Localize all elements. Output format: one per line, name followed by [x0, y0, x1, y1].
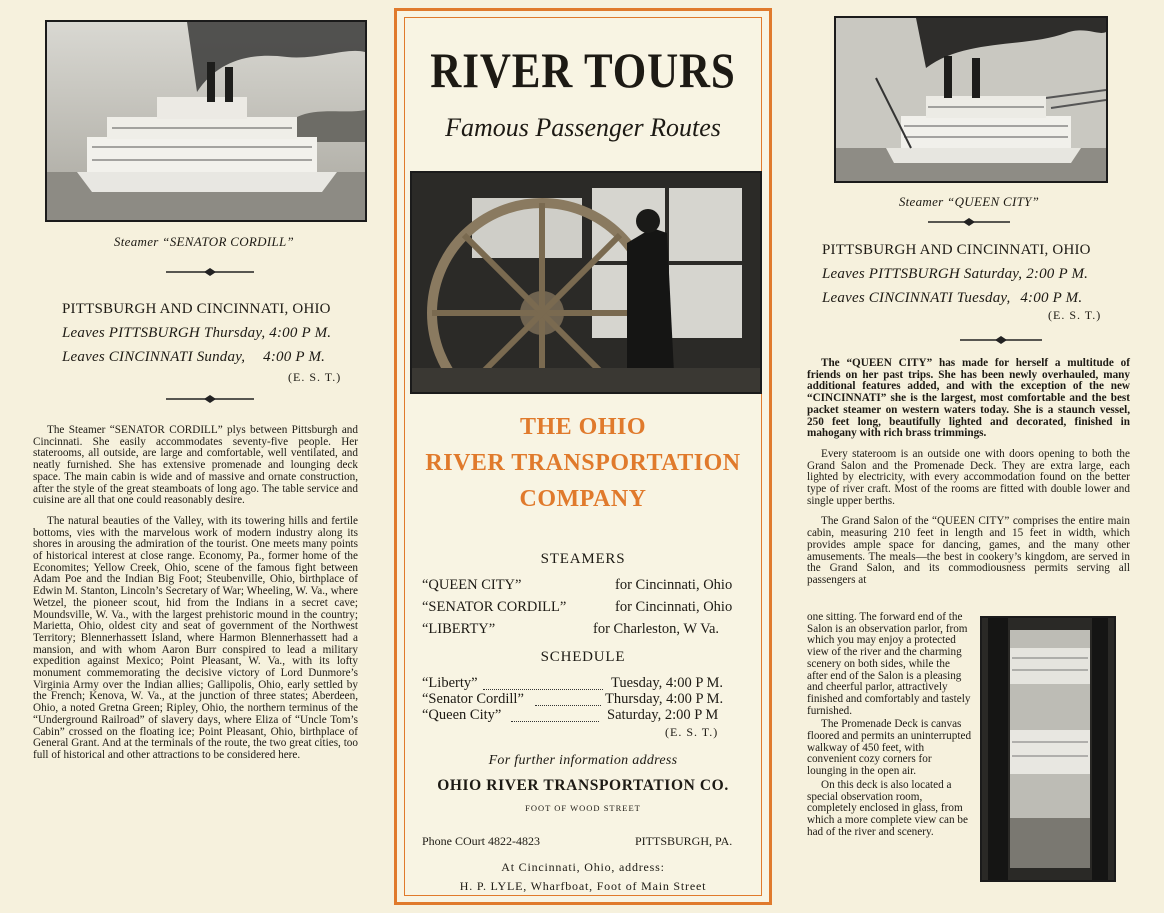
schedule-est: (E. S. T.): [665, 725, 719, 739]
right-para-4: The Promenade Deck is canvas floored and permits an uninterrupted walkway of 450 feet, with convenient cozy corners for lounging in the open air.: [807, 718, 972, 778]
right-para-1: The “QUEEN CITY” has made for herself a multitude of friends on her past trips. She has been newly overhauled, many additional features added, and with the exception of the new “CINCINNATI” she is the largest, most comfortable and the best packet steamer on western waters today. She is a staunch vessel, 250 feet long, beautifully lighted and decorated, finished in mahogany with rich brass trimmings.: [807, 357, 1130, 440]
phone-line: Phone COurt 4822-4823: [422, 834, 540, 848]
senator-cordill-photo: [45, 20, 367, 222]
schedule-3-time: Saturday, 2:00 P M: [607, 707, 719, 723]
left-ornament-2: [166, 395, 254, 403]
left-leave1-time: 4:00 P M.: [269, 325, 332, 341]
right-caption: Steamer “QUEEN CITY”: [898, 194, 1040, 209]
right-para-3: The Grand Salon of the “QUEEN CITY” comprises the entire main cabin, measuring 210 feet in length and 15 feet in width, which provides ample space for dancing, games, and the many other amusements. The meals—the best in cookery’s kingdom, are served in the Grand Salon, and its commodiousness permits serving all passengers at: [807, 515, 1130, 586]
left-para-1: The Steamer “SENATOR CORDILL” plys between Pittsburgh and Cincinnati. She easily accommodates seventy-five people. Her staterooms, all outside, are large and comfortable, well ventilated, and neatly furnished. She has extensive promenade and lounging deck space. The main cabin is wide and of massive and ornate construction, after the style of the great steamboats of long ago. The table service and cuisine are all that one could reasonably desire.: [33, 424, 358, 507]
right-route-title: PITTSBURGH AND CINCINNATI, OHIO: [822, 242, 1091, 258]
main-title: RIVER TOURS: [430, 42, 736, 98]
company-heading: [397, 409, 769, 517]
left-ornament-1: [166, 268, 254, 276]
right-ornament-1: [928, 218, 1010, 226]
info-line: For further information address: [488, 753, 678, 768]
steamer-2-dest: for Cincinnati, Ohio: [615, 599, 733, 615]
schedule-1-name: “Liberty”: [422, 675, 478, 691]
right-route-block: [822, 238, 1142, 310]
steamers-heading: STEAMERS: [540, 551, 626, 567]
schedule-2-time: Thursday, 4:00 P M.: [605, 691, 724, 707]
right-est: (E. S. T.): [1048, 308, 1102, 322]
left-leave2-label: Leaves CINCINNATI Sunday,: [62, 349, 246, 365]
right-body-bottom: [807, 612, 973, 847]
company-line-1: THE OHIO: [519, 414, 647, 440]
right-leave1-label: Leaves PITTSBURGH Saturday,: [822, 266, 1023, 282]
right-ornament-2: [960, 336, 1042, 344]
right-leave2-label: Leaves CINCINNATI Tuesday,: [822, 290, 1011, 306]
steamer-1-dest: for Cincinnati, Ohio: [615, 577, 733, 593]
steamer-3-dest: for Charleston, W Va.: [593, 621, 720, 637]
right-leave2-time: 4:00 P M.: [1020, 290, 1083, 306]
stateroom-photo: [980, 616, 1116, 882]
center-panel: [394, 8, 772, 905]
right-leave1-time: 2:00 P M.: [1026, 266, 1089, 282]
agent-line: H. P. LYLE, Wharfboat, Foot of Main Street: [459, 879, 707, 893]
company-line-3: COMPANY: [519, 486, 647, 512]
company-name: OHIO RIVER TRANSPORTATION CO.: [437, 777, 729, 794]
right-para-5: On this deck is also located a special observation room, completely enclosed in glass, from which a more complete view can be had of the river and scenery.: [807, 778, 968, 838]
queen-city-photo: [834, 16, 1108, 183]
company-line-2: RIVER TRANSPORTATION: [425, 450, 741, 476]
right-para-3b: one sitting. The forward end of the Salon is an observation parlor, from which you may enjoy a protected view of the river and the charming scenery on both sides, while the after end of the Salon is a pleasing and cheerful parlor, attractively finished and comfortably and tastely furnished.: [807, 611, 971, 717]
city-line: PITTSBURGH, PA.: [635, 834, 733, 848]
right-para-2: Every stateroom is an outside one with doors opening to both the Grand Salon and the Promenade Deck. They are extra large, each lighted by electricity, with every accommodation found on the better type of river craft. Most of the rooms are fitted with double lower and single upper berths.: [807, 447, 1130, 507]
left-route-block: [62, 297, 362, 369]
left-leave1-label: Leaves PITTSBURGH Thursday,: [62, 325, 266, 341]
main-subtitle: Famous Passenger Routes: [445, 113, 721, 142]
left-para-2: The natural beauties of the Valley, with its towering hills and fertile bottoms, vies with the marvelous work of modern industry along its shores in arousing the admiration of the tourist. One meets many points of historical interest at close range. Economy, Pa., former home of the Economites; Yellow Creek, Ohio, scene of the famous fight between Adam Poe and the Indian Big Foot; Steubenville, Ohio, birthplace of Edwin M. Stanton, Lincoln’s Secretary of War; Wheeling, W. Va., where Wetzel, the pioneer scout, hid from the Indians in a secret cave; Moundsville, W. Va., with the largest prehistoric mound in the country; Marietta, Ohio, oldest city and seat of government of the Northwest Territory; Blennerhassett Island, where Harmon Blennerhassett had a mansion, and with whom Aaron Burr conspired to lead a military expedition against Mexico; Point Pleasant, W. Va., with its lofty monument commemorating the decisive victory of Lord Dunmore’s Virginia Army over the Indian allies; Gallipolis, Ohio, early settled by the French; Kenova, W. Va., at the junction of three states; Aberdeen, Ohio, a noted Gretna Green; Ripley, Ohio, the northern terminus of the “Underground Railroad” of slavery days, where Eliza of “Uncle Tom’s Cabin” crossed on the floating ice; Point Pleasant, Ohio, birthplace of General Grant. And at the terminals of the route, the two great cities, too full of historical and other attractions to be considered here.: [33, 514, 358, 761]
left-body: [33, 425, 358, 771]
schedule-1-time: Tuesday, 4:00 P M.: [611, 675, 723, 691]
schedule-3-leader: [511, 720, 599, 722]
steamer-1-name: “QUEEN CITY”: [422, 577, 522, 593]
street-line: FOOT OF WOOD STREET: [525, 803, 641, 813]
left-route-title: PITTSBURGH AND CINCINNATI, OHIO: [62, 301, 331, 317]
steamer-2-name: “SENATOR CORDILL”: [422, 599, 567, 615]
schedule-2-leader: [535, 704, 601, 706]
right-body-top: [807, 358, 1130, 587]
schedule-heading: SCHEDULE: [540, 649, 626, 665]
left-est: (E. S. T.): [288, 370, 342, 384]
left-leave2-time: 4:00 P M.: [263, 349, 326, 365]
schedule-2-name: “Senator Cordill”: [422, 691, 524, 707]
pilot-wheel-photo: [410, 171, 762, 394]
left-caption: Steamer “SENATOR CORDILL”: [113, 234, 295, 249]
steamer-3-name: “LIBERTY”: [422, 621, 496, 637]
cincinnati-line: At Cincinnati, Ohio, address:: [501, 860, 665, 874]
schedule-3-name: “Queen City”: [422, 707, 502, 723]
schedule-1-leader: [483, 688, 603, 690]
